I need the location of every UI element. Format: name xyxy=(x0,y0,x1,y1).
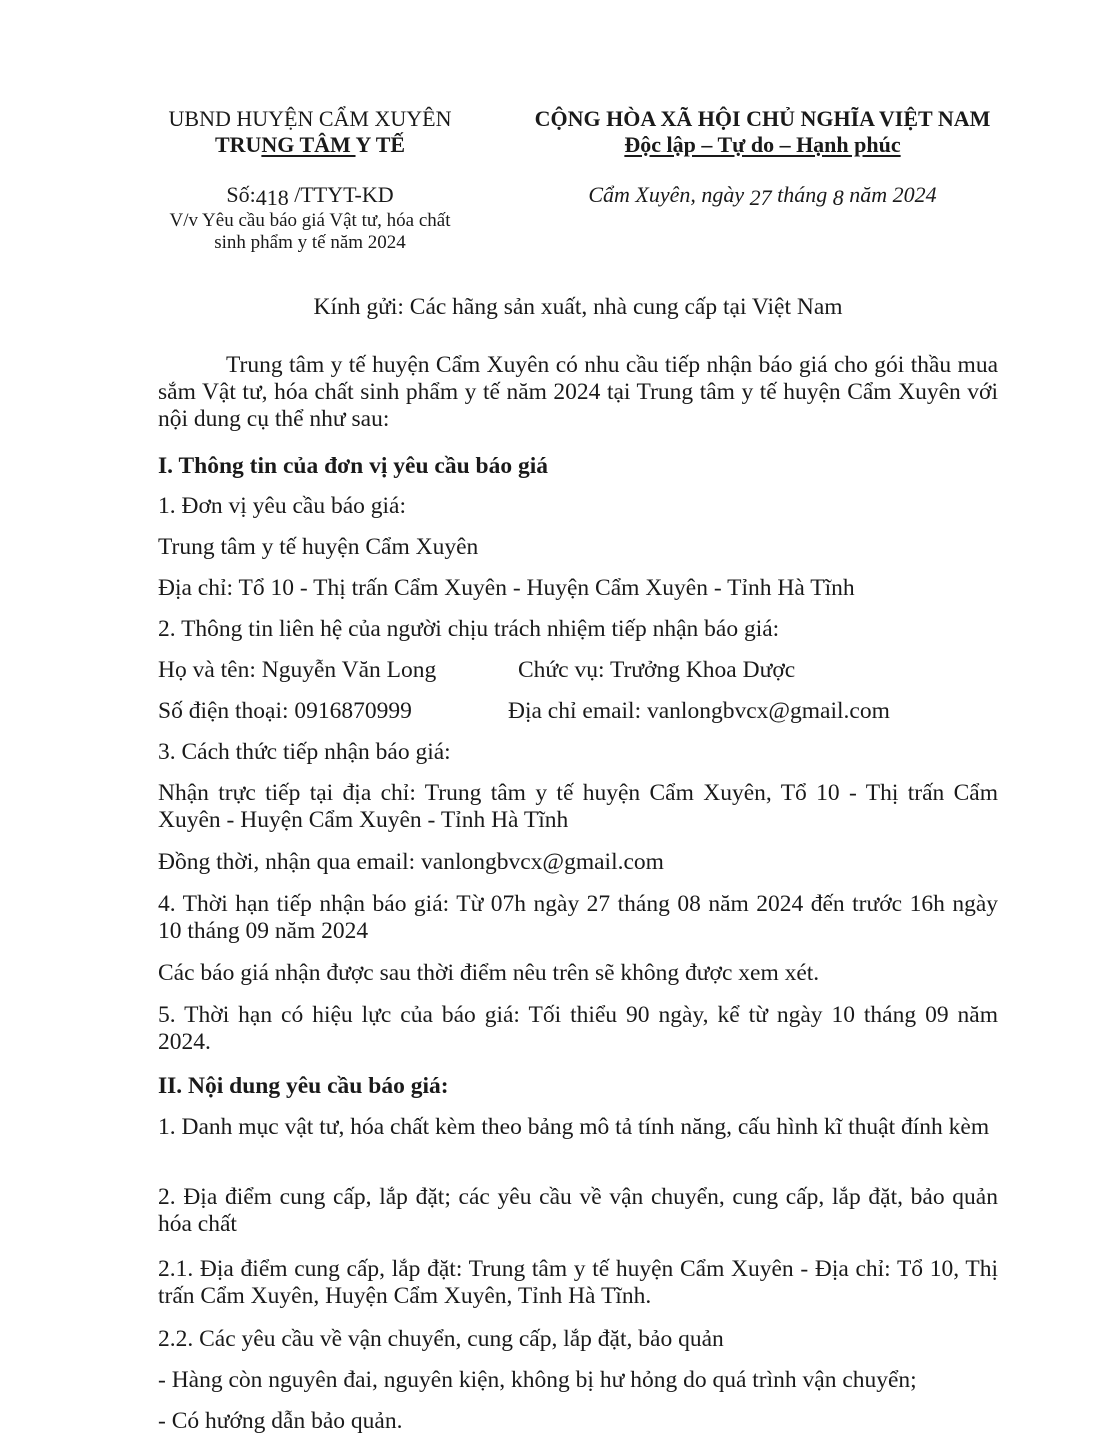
unit-address: Địa chỉ: Tổ 10 - Thị trấn Cẩm Xuyên - Huyện Cẩm Xuyên - Tỉnh Hà Tĩnh xyxy=(158,575,855,601)
agency-unit-underlined: NG TÂM xyxy=(261,132,356,157)
agency-unit-part: TRU xyxy=(214,132,262,157)
document-date xyxy=(500,182,1025,208)
date-part: tháng xyxy=(771,182,833,207)
late-note: Các báo giá nhận được sau thời điểm nêu trên sẽ không được xem xét. xyxy=(158,960,820,986)
agency-unit xyxy=(140,132,480,158)
section-1-title: I. Thông tin của đơn vị yêu cầu báo giá xyxy=(158,453,548,479)
receive-direct: Nhận trực tiếp tại địa chỉ: Trung tâm y tế huyện Cẩm Xuyên, Tổ 10 - Thị trấn Cẩm Xuyên - Huyện Cẩm Xuyên - Tỉnh Hà Tĩnh xyxy=(158,780,998,833)
requirement-bullet-1: - Hàng còn nguyên đai, nguyên kiện, không bị hư hỏng do quá trình vận chuyển; xyxy=(158,1367,917,1393)
document-number-value: 418 xyxy=(255,185,289,210)
recipient-line: Kính gửi: Các hãng sản xuất, nhà cung cấp tại Việt Nam xyxy=(313,294,843,320)
section-1-item-4: 4. Thời hạn tiếp nhận báo giá: Từ 07h ngày 27 tháng 08 năm 2024 đến trước 16h ngày 10 tháng 09 năm 2024 xyxy=(158,891,998,944)
country-name: CỘNG HÒA XÃ HỘI CHỦ NGHĨA VIỆT NAM xyxy=(534,106,991,131)
subject-line-2: sinh phẩm y tế năm 2024 xyxy=(214,232,406,253)
section-1-item-2: 2. Thông tin liên hệ của người chịu trách nhiệm tiếp nhận báo giá: xyxy=(158,616,780,642)
section-2-title: II. Nội dung yêu cầu báo giá: xyxy=(158,1073,449,1099)
contact-position: Chức vụ: Trưởng Khoa Dược xyxy=(518,657,796,683)
intro-paragraph: Trung tâm y tế huyện Cẩm Xuyên có nhu cầu tiếp nhận báo giá cho gói thầu mua sắm Vật tư, hóa chất sinh phẩm y tế năm 2024 tại Trung tâm y tế huyện Cẩm Xuyên với nội dung cụ thể như sau: xyxy=(158,352,998,432)
document-number-label: Số: xyxy=(226,182,256,207)
section-1-item-1: 1. Đơn vị yêu cầu báo giá: xyxy=(158,493,407,519)
date-day: 27 xyxy=(749,185,772,210)
date-part: năm 2024 xyxy=(843,182,937,207)
receive-email: Đồng thời, nhận qua email: vanlongbvcx@gmail.com xyxy=(158,849,664,875)
section-1-item-5: 5. Thời hạn có hiệu lực của báo giá: Tối thiểu 90 ngày, kể từ ngày 10 tháng 09 năm 2024. xyxy=(158,1002,998,1055)
section-2-item-2: 2. Địa điểm cung cấp, lắp đặt; các yêu cầu về vận chuyển, cung cấp, lắp đặt, bảo quản hóa chất xyxy=(158,1184,998,1237)
date-month: 8 xyxy=(832,185,844,210)
contact-name: Họ và tên: Nguyễn Văn Long xyxy=(158,657,437,683)
agency-unit-part: Y TẾ xyxy=(355,132,406,157)
date-part: Cẩm Xuyên, ngày xyxy=(588,182,750,207)
section-2-item-2-1: 2.1. Địa điểm cung cấp, lắp đặt: Trung tâm y tế huyện Cẩm Xuyên - Địa chỉ: Tổ 10, Thị trấn Cẩm Xuyên, Huyện Cẩm Xuyên, Tỉnh Hà Tĩnh. xyxy=(158,1256,998,1309)
contact-email: Địa chỉ email: vanlongbvcx@gmail.com xyxy=(508,698,890,724)
section-1-item-3: 3. Cách thức tiếp nhận báo giá: xyxy=(158,739,451,765)
subject-line-1: V/v Yêu cầu báo giá Vật tư, hóa chất xyxy=(169,210,451,231)
section-2-item-1: 1. Danh mục vật tư, hóa chất kèm theo bảng mô tả tính năng, cấu hình kĩ thuật đính kèm xyxy=(158,1114,990,1140)
section-2-item-2-2: 2.2. Các yêu cầu về vận chuyển, cung cấp, lắp đặt, bảo quản xyxy=(158,1326,724,1352)
contact-phone: Số điện thoại: 0916870999 xyxy=(158,698,412,724)
document-number-code: /TTYT-KD xyxy=(288,182,394,207)
unit-name: Trung tâm y tế huyện Cẩm Xuyên xyxy=(158,534,479,560)
agency-name: UBND HUYỆN CẨM XUYÊN xyxy=(168,106,452,131)
national-motto: Độc lập – Tự do – Hạnh phúc xyxy=(624,132,901,157)
requirement-bullet-2: - Có hướng dẫn bảo quản. xyxy=(158,1408,403,1434)
document-number xyxy=(140,182,480,208)
